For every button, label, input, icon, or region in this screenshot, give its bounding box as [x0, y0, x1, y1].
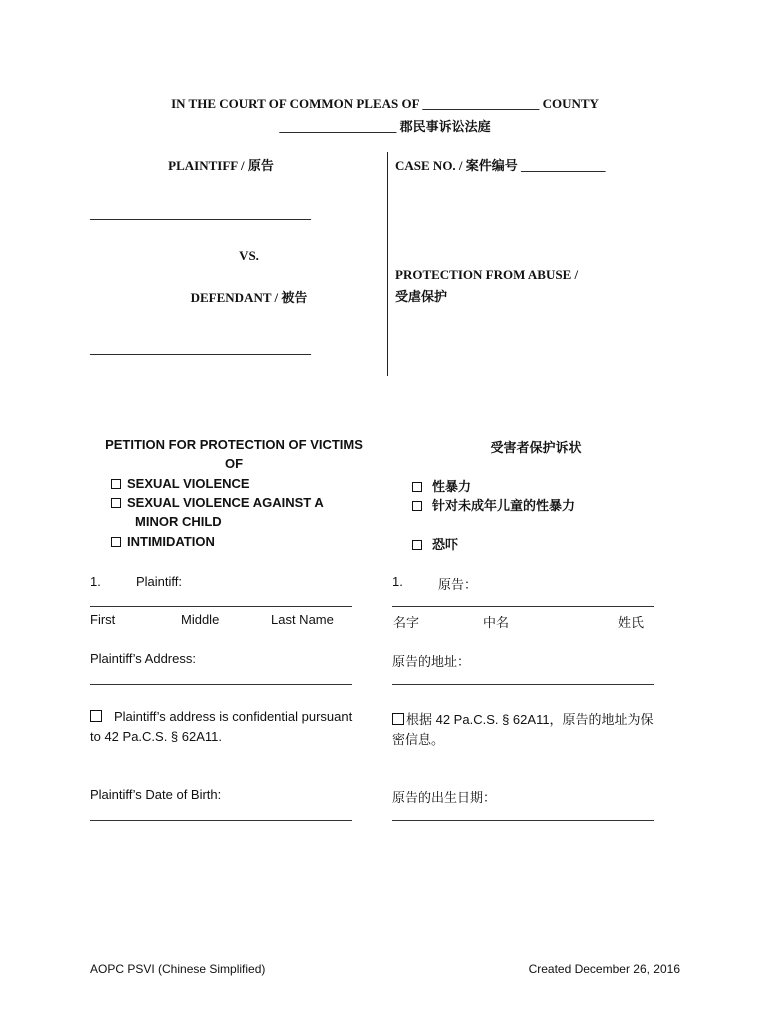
option-intimidation-zh[interactable]: 恐吓 [412, 534, 458, 553]
caption-divider [387, 152, 388, 376]
option-sexual-violence-minor-en-cont: MINOR CHILD [135, 514, 222, 529]
first-name-label: First [90, 612, 116, 627]
defendant-name-blank: __________________________________ [90, 341, 311, 356]
plaintiff-name-blank: __________________________________ [90, 206, 311, 221]
address-label-zh: 原告的地址： [392, 654, 471, 669]
petition-title-en-of: OF [224, 456, 244, 471]
option-sexual-violence-en[interactable]: SEXUAL VIOLENCE [111, 476, 250, 491]
first-name-label-zh: 名字 [393, 615, 420, 630]
confidential-option-en[interactable]: Plaintiff’s address is confidential pursuant [90, 709, 352, 724]
option-intimidation-en[interactable]: INTIMIDATION [111, 534, 215, 549]
last-name-label: Last Name [271, 612, 334, 627]
dob-label-zh: 原告的出生日期： [392, 790, 497, 805]
last-name-label-zh: 姓氏 [618, 615, 645, 630]
address-input-zh[interactable] [392, 684, 654, 685]
confidential-text-zh-cont: 密信息。 [392, 732, 445, 747]
checkbox-icon[interactable] [412, 540, 422, 550]
address-input-en[interactable] [90, 684, 352, 685]
plaintiff-name-input-en[interactable] [90, 606, 352, 607]
checkbox-icon[interactable] [111, 537, 121, 547]
dob-label-en: Plaintiff’s Date of Birth: [90, 787, 222, 802]
defendant-label: DEFENDANT / 被告 [190, 290, 308, 305]
court-header-line1: IN THE COURT OF COMMON PLEAS OF __________________ COUNTY [171, 96, 599, 111]
court-header-line2: __________________ 郡民事诉讼法庭 [279, 119, 491, 134]
checkbox-icon[interactable] [412, 501, 422, 511]
checkbox-icon[interactable] [90, 710, 102, 722]
checkbox-icon[interactable] [392, 713, 404, 725]
case-number-field[interactable]: CASE NO. / 案件编号 _____________ [395, 158, 606, 173]
option-sexual-violence-zh[interactable]: 性暴力 [412, 476, 471, 495]
section-number-en: 1. [90, 574, 101, 589]
dob-input-zh[interactable] [392, 820, 654, 821]
petition-title-en: PETITION FOR PROTECTION OF VICTIMS [105, 437, 363, 452]
vs-label: VS. [239, 248, 259, 263]
plaintiff-label: PLAINTIFF / 原告 [168, 158, 274, 173]
address-label-en: Plaintiff’s Address: [90, 651, 196, 666]
footer-form-id: AOPC PSVI (Chinese Simplified) [90, 962, 266, 976]
petition-title-zh: 受害者保护诉状 [490, 440, 582, 455]
option-sexual-violence-minor-zh[interactable]: 针对未成年儿童的性暴力 [412, 495, 575, 514]
plaintiff-name-input-zh[interactable] [392, 606, 654, 607]
pfa-label-en: PROTECTION FROM ABUSE / [395, 267, 579, 282]
middle-name-label: Middle [181, 612, 220, 627]
plaintiff-label-zh: 原告： [438, 577, 478, 592]
footer-created-date: Created December 26, 2016 [528, 962, 680, 976]
plaintiff-label-en: Plaintiff: [136, 574, 183, 589]
confidential-text-en-cont: to 42 Pa.C.S. § 62A11. [90, 729, 223, 744]
option-sexual-violence-minor-en[interactable]: SEXUAL VIOLENCE AGAINST A [111, 495, 324, 510]
checkbox-icon[interactable] [111, 498, 121, 508]
middle-name-label-zh: 中名 [483, 615, 510, 630]
dob-input-en[interactable] [90, 820, 352, 821]
section-number-zh: 1. [392, 574, 403, 589]
pfa-label-zh: 受虐保护 [395, 289, 448, 304]
checkbox-icon[interactable] [111, 479, 121, 489]
confidential-option-zh[interactable]: 根据 42 Pa.C.S. § 62A11，原告的地址为保 [392, 709, 654, 728]
checkbox-icon[interactable] [412, 482, 422, 492]
